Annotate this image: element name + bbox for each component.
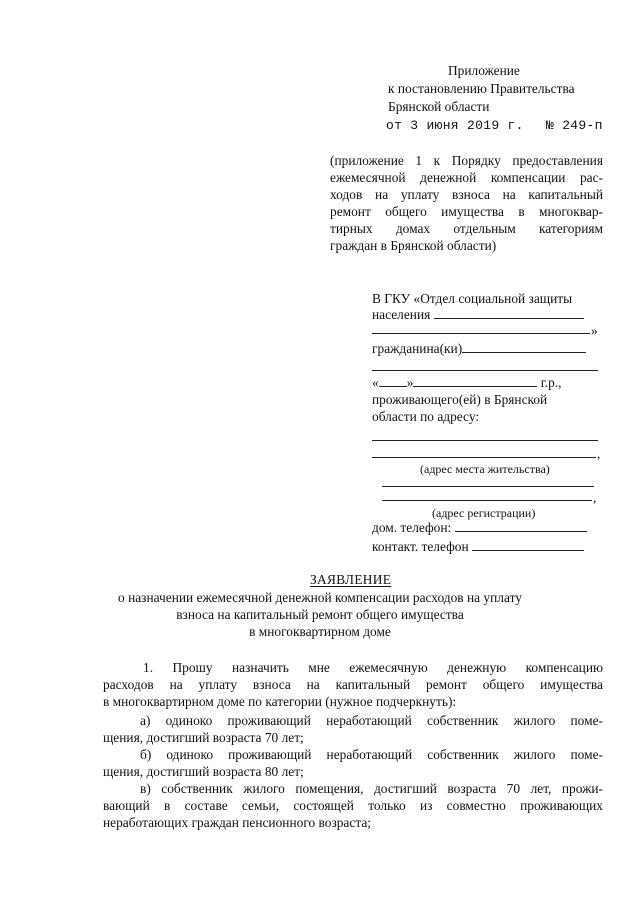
citizen-line: гражданина(ки) (372, 340, 586, 357)
residence-caption: (адрес места жительства) (420, 462, 550, 476)
paragraph-line: расходов на уплату взноса на капитальный ремонт общего имущества (103, 677, 603, 692)
appendix-label: Приложение (448, 63, 520, 78)
appendix-note-line: ежемесячной денежной компенсации рас- (330, 170, 603, 185)
residence-address-field[interactable] (372, 440, 598, 441)
resolution-line: к постановлению Правительства (388, 81, 575, 96)
paragraph-line: в многоквартирном доме по категории (нужное подчеркнуть): (103, 694, 457, 709)
paragraph-line: 1. Прошу назначить мне ежемесячную денежную компенсацию (143, 660, 603, 675)
addressee-population: населения (372, 306, 584, 323)
resolution-date: от 3 июня 2019 г. (386, 118, 524, 133)
quote-close: » (591, 323, 598, 338)
comma: , (597, 446, 601, 461)
document-title: ЗАЯВЛЕНИЕ (310, 572, 392, 587)
category-c: в) собственник жилого помещения, достигший возраста 70 лет, прожи- (140, 781, 603, 796)
registration-address-field-2[interactable] (382, 500, 592, 501)
residing-line: проживающего(ей) в Брянской (372, 392, 548, 407)
appendix-note-line: граждан в Брянской области) (330, 238, 497, 253)
address-label: области по адресу: (372, 409, 480, 424)
contact-phone-line: контакт. телефон (372, 538, 584, 555)
resolution-number: № 249-п (546, 118, 603, 133)
department-name-field-2[interactable] (372, 333, 590, 334)
residence-address-field-2[interactable] (372, 457, 596, 458)
region-line: Брянской области (388, 99, 490, 114)
registration-address-field[interactable] (382, 486, 594, 487)
appendix-note-line: ремонт общего имущества в многоквар- (330, 204, 603, 219)
comma: , (593, 490, 597, 505)
appendix-note-line: (приложение 1 к Порядку предоставления (330, 153, 603, 168)
category-a-cont: щения, достигший возраста 70 лет; (103, 730, 304, 745)
citizen-name-field[interactable] (462, 340, 586, 353)
registration-caption: (адрес регистрации) (432, 506, 536, 520)
category-c-cont: неработающих граждан пенсионного возраста; (103, 815, 372, 830)
category-b: б) одиноко проживающий неработающий собственник жилого поме- (140, 747, 603, 762)
department-name-field[interactable] (434, 306, 584, 319)
title-subline: о назначении ежемесячной денежной компенсации расходов на уплату (118, 590, 522, 605)
birth-date-line: « » г.р., (372, 375, 562, 390)
appendix-note-line: ходов на уплату взноса на капитальный (330, 187, 603, 202)
appendix-note-line: тирных домах отдельным категориям (330, 221, 603, 236)
category-a: а) одиноко проживающий неработающий собственник жилого поме- (140, 713, 603, 728)
title-subline: в многоквартирном доме (249, 624, 391, 639)
home-phone-field[interactable] (455, 519, 587, 532)
contact-phone-field[interactable] (472, 538, 584, 551)
category-c-cont: вающий в составе семьи, состоящей только из совместно проживающих (103, 798, 603, 813)
category-b-cont: щения, достигший возраста 80 лет; (103, 764, 304, 779)
title-subline: взноса на капитальный ремонт общего имущества (176, 607, 464, 622)
home-phone-line: дом. телефон: (372, 519, 587, 536)
birth-month-year-field[interactable] (413, 374, 537, 387)
birth-day-field[interactable] (379, 374, 407, 387)
addressee-org: В ГКУ «Отдел социальной защиты (372, 291, 573, 306)
citizen-name-field-2[interactable] (372, 370, 598, 371)
